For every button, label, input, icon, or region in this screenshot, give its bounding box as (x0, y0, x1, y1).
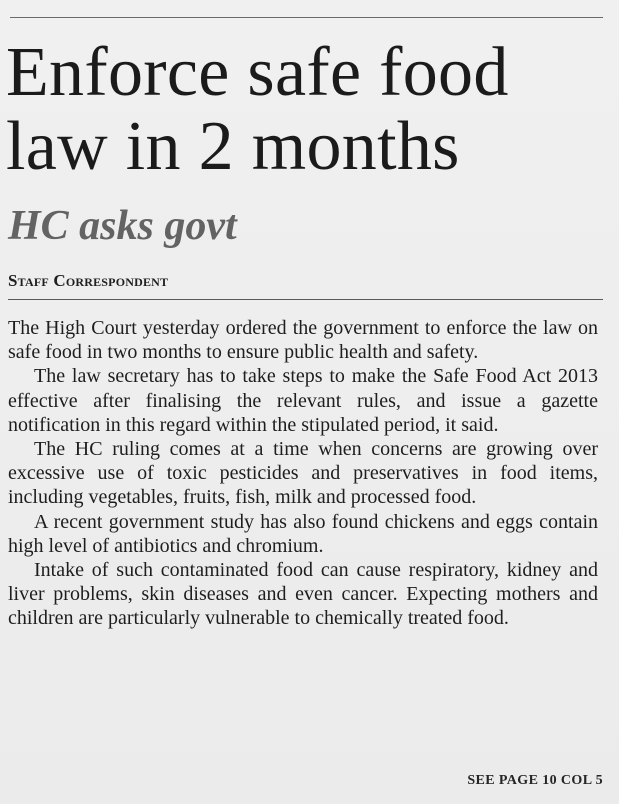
continuation-link[interactable]: SEE PAGE 10 COL 5 (467, 773, 603, 788)
byline: Staff Correspondent (8, 271, 169, 290)
subheadline: HC asks govt (8, 203, 237, 249)
paragraph: The law secretary has to take steps to make the Safe Food Act 2013 effective after finalising the relevant rules, and issue a gazette notification in this regard within the stipulated period, it said. (8, 365, 598, 436)
top-divider (10, 17, 603, 18)
paragraph: The High Court yesterday ordered the government to enforce the law on safe food in two months to ensure public health and safety. (8, 317, 598, 364)
paragraph: Intake of such contaminated food can cause respiratory, kidney and liver problems, skin diseases and even cancer. Expecting mothers and children are particularly vulnerable to chemically treated food. (8, 559, 598, 630)
paragraph: The HC ruling comes at a time when concerns are growing over excessive use of toxic pesticides and preservatives in food items, including vegetables, fruits, fish, milk and processed food. (8, 438, 598, 509)
paragraph: A recent government study has also found chickens and eggs contain high level of antibiotics and chromium. (8, 510, 598, 557)
byline-divider (8, 299, 603, 300)
article-body (8, 316, 598, 631)
headline: Enforce safe food law in 2 months (6, 34, 509, 185)
